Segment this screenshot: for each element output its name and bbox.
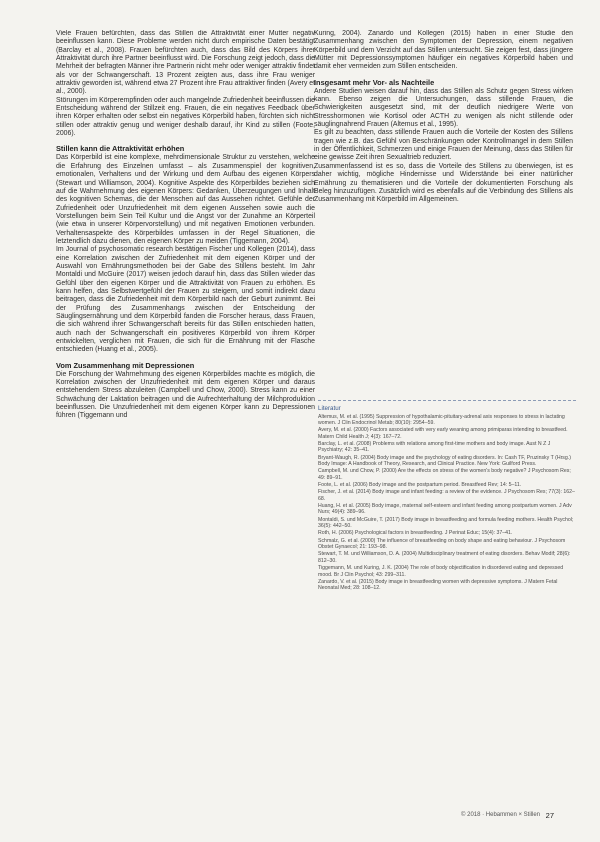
body-paragraph: Kuring, 2004). Zanardo und Kollegen (2015) haben in einer Studie den Zusammenhang zwischen den Symptomen der Depression, einem negativen Körperbild und dem Verzicht auf das Stillen untersucht. Sie zeigen fest, dass jüngere Mütter mit Depressionssymptomen häufiger ein negatives Körperbild haben und damit eher vermeiden zum Stillen entscheiden. bbox=[314, 30, 573, 71]
reference-item: Tiggemann, M. und Kuring, J. K. (2004) The role of body objectification in disordered eating and depressed mood. Br J Clin Psychol; 43: 299–311. bbox=[318, 565, 564, 578]
section-heading: Insgesamt mehr Vor- als Nachteile bbox=[314, 77, 435, 87]
reference-item: Fischer, J. et al. (2014) Body image and infant feeding: a review of the evidence. J Psychosom Res; 77(3): 162–68. bbox=[318, 489, 575, 502]
left-column bbox=[56, 30, 315, 820]
reference-item: Barclay, L. et al. (2008) Problems with relations among first-time mothers and body image. Aust N Z J Psychiatry; 42: 35–41. bbox=[318, 440, 551, 454]
references-box bbox=[318, 400, 576, 780]
section-heading: Vom Zusammenhang mit Depressionen bbox=[56, 360, 195, 370]
body-paragraph: Zusammenfassend ist es so, dass die Vorteile des Stillens zu überwiegen, ist es daher wichtig, mögliche Hindernisse und Widerstände bei einer natürlicher Ernährung zu thematisieren und die Vorteile der dokumentierten Forschung als Beleg hinzuzufügen. Zusätzlich wird es ebenfalls auf die Verbindung des Stillens als Zusammenhang mit Körperbild im Allgemeinen. bbox=[314, 162, 573, 204]
intro-paragraph: Viele Frauen befürchten, dass das Stillen die Attraktivität einer Mutter negativ beeinflussen kann. Diese Probleme werden nicht durch empirische Daten bestätigt (Barclay et al., 2008). Frauen befürchten auch, dass das Bild des Körpers ihrer Attraktivität durch ihre Partner beeinflusst wird. Die Forschung zeigt jedoch, dass die Mehrheit der befragten Männer ihre Partnerin nicht mehr oder weniger attraktiv findet als vor der Schwangerschaft. 13 Prozent zeigten aus, dass ihre Frau weniger attraktiv geworden ist, während etwa 27 Prozent ihre Frau attraktiver finden (Avery et al., 2000). bbox=[56, 30, 315, 96]
body-paragraph: Es gilt zu beachten, dass stillende Frauen auch die Vorteile der Kosten des Stillens tragen wie z.B. das Gefühl von Beschränkungen oder Kontrollmangel in dem Stillen in der Öffentlichkeit, Schmerzen und einige Frauen der Meinung, dass das Stillen für eine gewisse Zeit ihren Sexualtrieb reduziert. bbox=[314, 129, 573, 162]
body-paragraph: Die Forschung der Wahrnehmung des eigenen Körperbildes machte es möglich, die Korrelation zwischen der Unzufriedenheit mit dem eigenen Körper und daraus entstehendem Stress abzuleiten (Campbell und Chow, 2000). Stress kann zu einer Schwächung der Laktation beitragen und die Aufrechterhaltung der Milchproduktion beeinflussen. Die Unzufriedenheit mit dem eigenen Körper kann zu Depressionen führen (Tiggemann und bbox=[56, 370, 315, 420]
reference-item: Schmalz, G. et al. (2000) The influence of breastfeeding on body shape and eating behaviour. J Psychosom Obstet Gynaecol; 21: 193–98. bbox=[318, 537, 566, 551]
reference-item: Stewart, T. M. und Williamson, D. A. (2004) Multidisciplinary treatment of eating disorders. Behav Modif; 28(6): 812–30. bbox=[318, 551, 571, 564]
reference-item: Zanardo, V. et al. (2015) Body image in breastfeeding women with depressive symptoms. J Matern Fetal Neonatal Med; 28: 108–12. bbox=[318, 578, 558, 592]
section-heading: Stillen kann die Attraktivität erhöhen bbox=[56, 144, 185, 154]
reference-item: Foote, L. et al. (2006) Body image and the postpartum period. Breastfeed Rev; 14: 5–11. bbox=[318, 482, 522, 489]
reference-item: Roth, H. (2006) Psychological factors in breastfeeding. J Perinat Educ; 15(4): 37–41. bbox=[318, 530, 513, 537]
body-paragraph: Andere Studien weisen darauf hin, dass das Stillen als Schutz gegen Stress wirken kann. Ebenso zeigen die Untersuchungen, dass stillende Frauen, die Schwierigkeiten ausgesetzt sind, mit der deutlich niedrigere Werte von Stresshormonen wie Kortisol oder ACTH zu wenigen als nicht stillende oder säuglingnahrend Frauen (Altemus et al., 1995). bbox=[314, 87, 573, 129]
body-paragraph: Störungen im Körperempfinden oder auch mangelnde Zufriedenheit beeinflussen die Entscheidung während der Stillzeit eng. Frauen, die ein negatives Feedback über ihren Körper erhalten oder selbst ein negatives Körperbild haben, fürchten sich nicht stillen oder attraktiv genug und weniger deshalb darauf, ihr Kind zu stillen (Foote, 2006). bbox=[56, 96, 315, 138]
reference-item: Campbell, M. und Chow, P. (2000) Are the effects on stress of the women's body negative? J Psychosom Res; 49: 89–91. bbox=[318, 468, 571, 481]
footer-copyright: © 2018 · Hebammen × Stillen bbox=[461, 812, 540, 818]
reference-item: Avery, M. et al. (2000) Factors associated with very early weaning among primiparas intending to breastfeed. Matern Child Health J; 4(3): 167–72. bbox=[318, 427, 568, 440]
body-paragraph: Im Journal of psychosomatic research bestätigen Fischer und Kollegen (2014), dass eine Korrelation zwischen der Zufriedenheit mit dem eigenen Körper und der Auswahl von Ernährungsmethoden bei der Gabe des Stillens besteht. Im Jahr Montaldi und McGuire (2017) weisen jedoch darauf hin, dass das Stillen wieder das Gefühl über den eigenen Körper und die Attraktivität von Frauen zu erhöhen. Es kann helfen, das Selbstwertgefühl der Frauen zu steigern, und somit indirekt dazu beitragen, dass die Zufriedenheit mit dem Körperbild nach der Geburt zunimmt. Bei der Prüfung des Zusammenhangs zwischen der Entscheidung der Säuglingsernährung und dem Körperbild fanden die Forscher heraus, dass Frauen, die sich während ihrer Schwangerschaft bereits für das Stillen entschieden hatten, auch nach der Schwangerschaft ein positiveres Körperbild von ihrem Körper entwickelten, verglichen mit Frauen, die sich für die Ernährung mit der Flasche entschieden (Huang et al., 2005). bbox=[56, 246, 315, 354]
body-paragraph: Das Körperbild ist eine komplexe, mehrdimensionale Struktur zu verstehen, welche die Erfahrung des Einzelnen umfasst – als Zusammenspiel der kognitiven, emotionalen, Verhaltens und der Wirkung und dem Aufbau des eigenen Körpers (Stewart und Williamson, 2004). Kognitive Aspekte des Körperbildes beziehen sich auf die Wahrnehmung des eigenen Körpers: Gedanken, Überzeugungen und Inhalt des kognitiven Schemas, die der Menschen auf das Aussehen richtet. Gefühle der Zufriedenheit oder Unzufriedenheit mit dem eigenen Aussehen sowie auch die Vorstellungen beim Sein Teil Kultur und die Angst vor der Zunahme an Körperteil (wie etwa in unserer Körpervorstellung) und mit negativen Emotionen verbunden. Verhaltensaspekte des Körperbildes umfassen in der Regel Situationen, die letztendlich dazu dienen, den eigenen Körper zu meiden (Tiggemann, 2004). bbox=[56, 154, 315, 245]
reference-item: Montaldi, S. und McGuire, T. (2017) Body image in breastfeeding and formula feeding mothers. Health Psychol; 36(5): 442–50. bbox=[318, 516, 574, 530]
page-number: 27 bbox=[545, 811, 554, 820]
page-footer bbox=[0, 808, 600, 822]
references-title: Literatur bbox=[318, 405, 341, 412]
reference-list bbox=[318, 414, 576, 592]
reference-item: Altemus, M. et al. (1995) Suppression of hypothalamic-pituitary-adrenal axis responses to stress in lactating women. J Clin Endocrinol Metab; 80(10): 2954–59. bbox=[318, 413, 565, 426]
reference-item: Huang, H. et al. (2005) Body image, maternal self-esteem and infant feeding among postpartum women. J Adv Nurs; 49(4): 389–96. bbox=[318, 503, 572, 516]
reference-item: Bryant-Waugh, R. (2004) Body image and the psychology of eating disorders. In: Cash TF, Pruzinsky T (Hrsg.) Body Image: A Handbook of Theory, Research, and Clinical Practice. New York: Guilford Press. bbox=[318, 454, 571, 467]
